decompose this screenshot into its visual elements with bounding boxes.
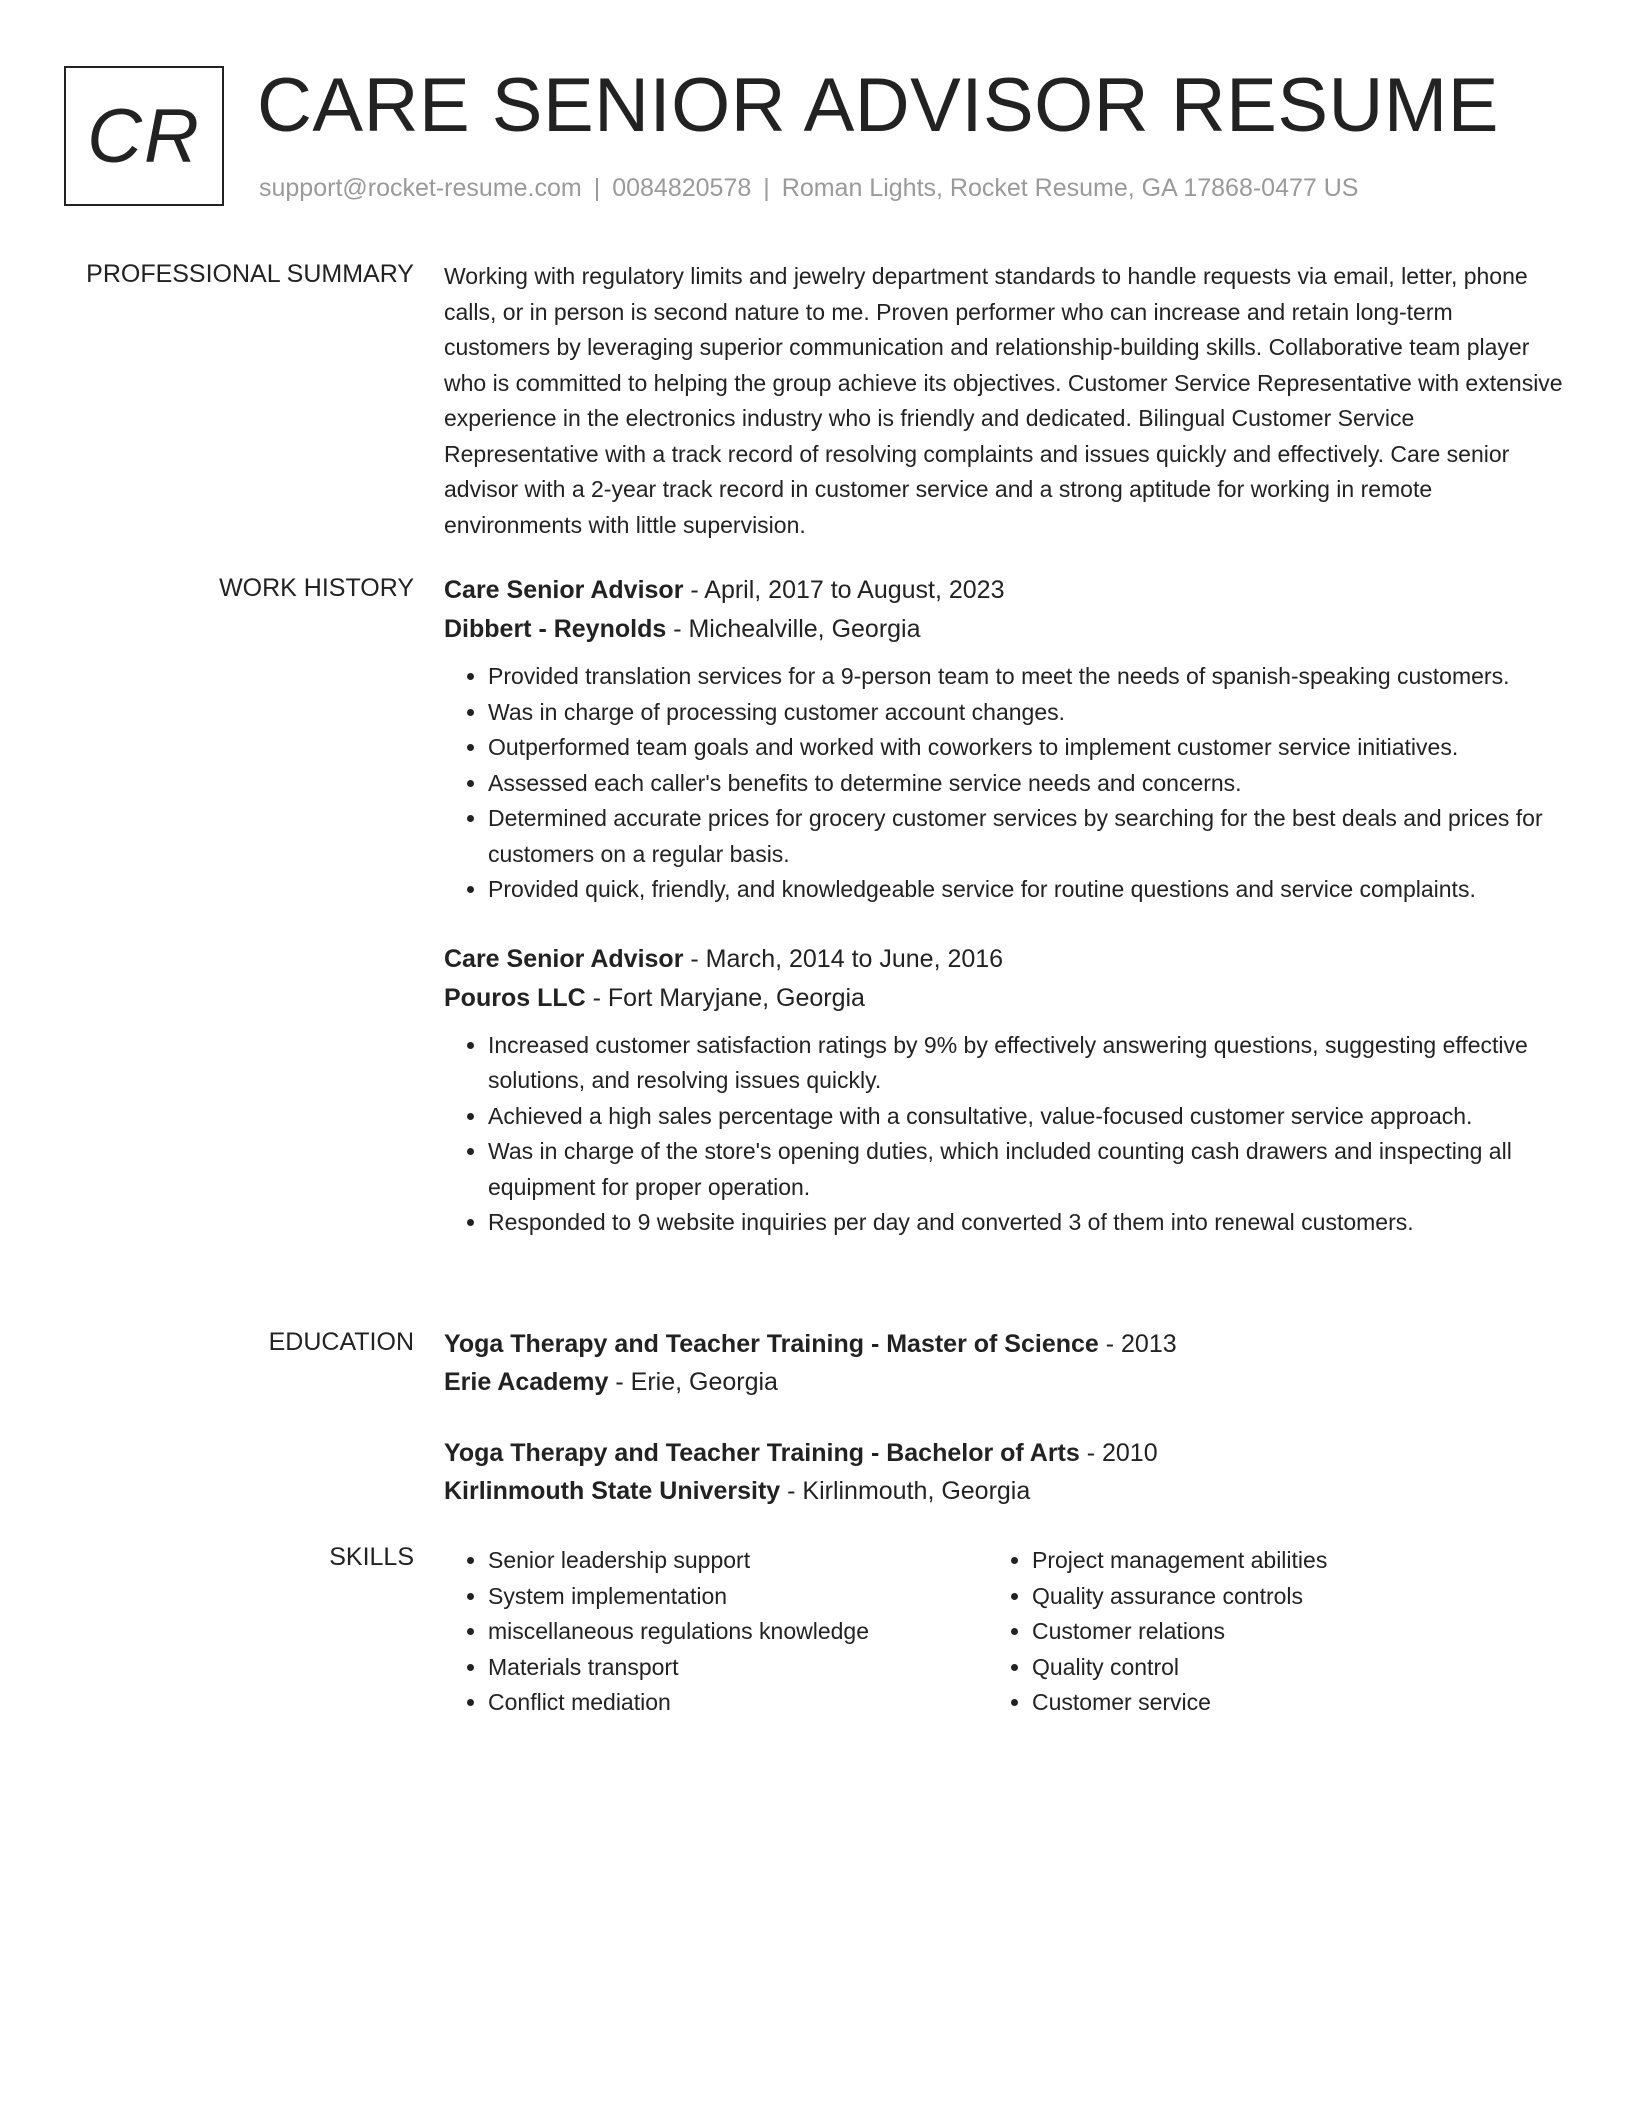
job-entry xyxy=(444,571,1564,908)
job-bullet: • Outperformed team goals and worked with coworkers to implement customer service initiatives. xyxy=(488,730,1564,766)
job-bullet: • Provided translation services for a 9-person team to meet the needs of spanish-speaking customers. xyxy=(488,659,1564,695)
job-company: Dibbert - Reynolds xyxy=(444,615,667,643)
job-title-line xyxy=(444,940,1564,979)
job-dates: - March, 2014 to June, 2016 xyxy=(683,944,1004,973)
skill-item: • Quality assurance controls xyxy=(1032,1579,1532,1615)
contact-separator: | xyxy=(763,174,770,202)
skill-item: • Materials transport xyxy=(488,1650,988,1686)
education-school: Erie Academy xyxy=(444,1368,609,1396)
skills-columns xyxy=(444,1543,1564,1721)
contact-email: support@rocket-resume.com xyxy=(259,174,582,202)
skill-item: • miscellaneous regulations knowledge xyxy=(488,1614,988,1650)
job-dates: - April, 2017 to August, 2023 xyxy=(683,576,1005,604)
education-location: - Kirlinmouth, Georgia xyxy=(780,1477,1031,1505)
job-bullet: • Provided quick, friendly, and knowledgeable service for routine questions and service complaints. xyxy=(488,872,1564,908)
skills-body xyxy=(444,1543,1564,1721)
job-bullets xyxy=(444,1028,1564,1241)
resume-header xyxy=(64,64,1584,214)
work-history-body xyxy=(444,571,1564,1241)
skill-item: • Quality control xyxy=(1032,1650,1532,1686)
job-title: Care Senior Advisor xyxy=(444,944,684,973)
education-body xyxy=(444,1325,1564,1510)
section-heading-education: EDUCATION xyxy=(268,1328,414,1356)
section-heading-summary: PROFESSIONAL SUMMARY xyxy=(86,260,414,288)
skills-list-right xyxy=(988,1543,1532,1721)
skill-item: • System implementation xyxy=(488,1579,988,1615)
job-company-line xyxy=(444,979,1564,1018)
skill-item: • Project management abilities xyxy=(1032,1543,1532,1579)
job-title-line xyxy=(444,571,1564,610)
summary-text: Working with regulatory limits and jewelry department standards to handle requests via email, letter, phone calls, or in person is second nature to me. Proven performer who can increase and retain long-term customers by leveraging superior communication and relationship-building skills. Collaborative team player who is committed to helping the group achieve its objectives. Customer Service Representative with extensive experience in the electronics industry who is friendly and dedicated. Bilingual Customer Service Representative with a track record of resolving complaints and issues quickly and effectively. Care senior advisor with a 2-year track record in customer service and a strong aptitude for working in remote environments with little supervision. xyxy=(444,263,1563,538)
education-year: - 2013 xyxy=(1098,1330,1177,1358)
education-entry xyxy=(444,1434,1564,1510)
resume-title: CARE SENIOR ADVISOR RESUME xyxy=(257,63,1499,148)
job-bullet: • Increased customer satisfaction ratings by 9% by effectively answering questions, suggesting effective solutions, and resolving issues quickly. xyxy=(488,1028,1564,1099)
job-bullet: • Responded to 9 website inquiries per day and converted 3 of them into renewal customers. xyxy=(488,1205,1564,1241)
section-heading-skills: SKILLS xyxy=(329,1543,414,1571)
education-school-line xyxy=(444,1363,1564,1401)
education-degree-line xyxy=(444,1434,1564,1472)
contact-separator: | xyxy=(593,174,601,202)
contact-address: Roman Lights, Rocket Resume, GA 17868-0477 US xyxy=(781,174,1359,202)
education-school: Kirlinmouth State University xyxy=(444,1477,781,1505)
job-bullet: • Assessed each caller's benefits to determine service needs and concerns. xyxy=(488,766,1564,802)
job-bullet: • Achieved a high sales percentage with a consultative, value-focused customer service approach. xyxy=(488,1099,1564,1135)
education-degree: Yoga Therapy and Teacher Training - Master of Science xyxy=(444,1330,1099,1358)
skill-item: • Conflict mediation xyxy=(488,1685,988,1721)
job-company-line xyxy=(444,610,1564,649)
skill-item: • Senior leadership support xyxy=(488,1543,988,1579)
job-location: - Fort Maryjane, Georgia xyxy=(585,983,865,1012)
education-degree-line xyxy=(444,1325,1564,1363)
job-bullet: • Was in charge of processing customer account changes. xyxy=(488,695,1564,731)
education-year: - 2010 xyxy=(1079,1439,1158,1467)
monogram-logo: CR xyxy=(64,66,224,206)
job-entry xyxy=(444,940,1564,1241)
skill-item: • Customer relations xyxy=(1032,1614,1532,1650)
job-bullet: • Was in charge of the store's opening duties, which included counting cash drawers and inspecting all equipment for proper operation. xyxy=(488,1134,1564,1205)
job-title: Care Senior Advisor xyxy=(444,576,684,604)
education-school-line xyxy=(444,1472,1564,1510)
contact-phone: 0084820578 xyxy=(612,174,752,202)
section-heading-work: WORK HISTORY xyxy=(219,574,414,602)
skills-list-left xyxy=(444,1543,988,1721)
skill-item: • Customer service xyxy=(1032,1685,1532,1721)
contact-line xyxy=(259,174,1358,203)
education-location: - Erie, Georgia xyxy=(608,1368,778,1396)
job-bullets xyxy=(444,659,1564,908)
job-location: - Michealville, Georgia xyxy=(666,615,921,643)
education-degree: Yoga Therapy and Teacher Training - Bachelor of Arts xyxy=(444,1439,1080,1467)
job-bullet: • Determined accurate prices for grocery customer services by searching for the best deals and prices for customers on a regular basis. xyxy=(488,801,1564,872)
education-entry xyxy=(444,1325,1564,1401)
job-company: Pouros LLC xyxy=(444,983,586,1012)
summary-body xyxy=(444,259,1564,543)
